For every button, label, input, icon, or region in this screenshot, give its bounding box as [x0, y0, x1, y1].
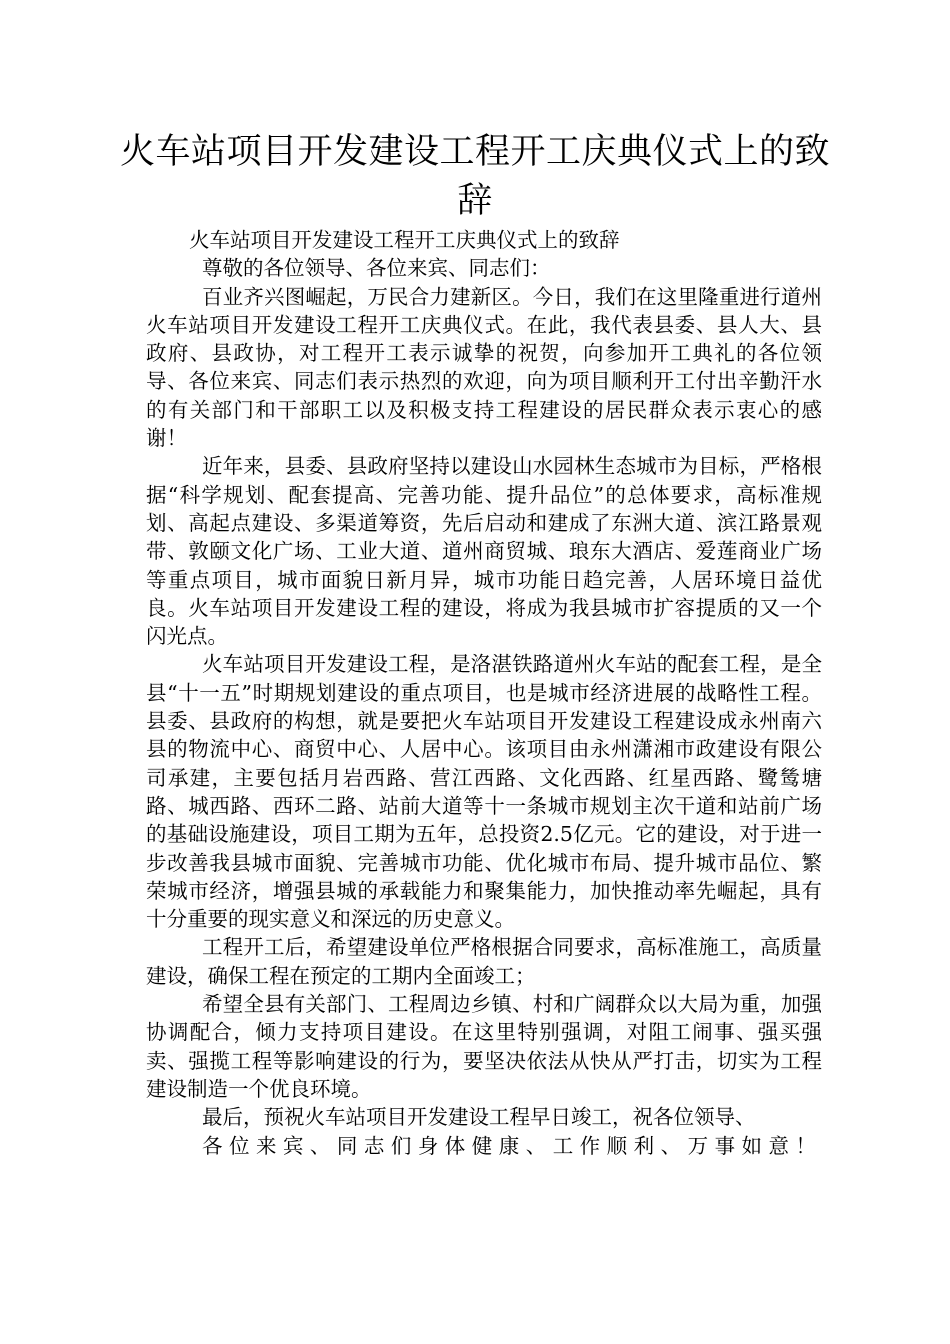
- paragraph-1: 百业齐兴图崛起，万民合力建新区。今日，我们在这里隆重进行道州火车站项目开发建设工程开工庆典仪式。在此，我代表县委、县人大、县政府、县政协，对工程开工表示诚挚的祝贺，向参加开工典礼的各位领导、各位来宾、同志们表示热烈的欢迎，向为项目顺利开工付出辛勤汗水的有关部门和干部职工以及积极支持工程建设的居民群众表示衷心的感谢！: [146, 284, 822, 451]
- paragraph-4: 工程开工后，希望建设单位严格根据合同要求，高标准施工，高质量建设，确保工程在预定的工期内全面竣工；: [146, 935, 822, 988]
- document-body: [146, 226, 822, 1160]
- paragraph-3: 火车站项目开发建设工程，是洛湛铁路道州火车站的配套工程，是全县“十一五”时期规划建设的重点项目，也是城市经济进展的战略性工程。县委、县政府的构想，就是要把火车站项目开发建设工程建设成永州南六县的物流中心、商贸中心、人居中心。该项目由永州潇湘市政建设有限公司承建，主要包括月岩西路、营江西路、文化西路、红星西路、鹭鸶塘路、城西路、西环二路、站前大道等十一条城市规划主次干道和站前广场的基础设施建设，项目工期为五年，总投资2.5亿元。它的建设，对于进一步改善我县城市面貌、完善城市功能、优化城市布局、提升城市品位、繁荣城市经济，增强县城的承载能力和聚集能力，加快推动率先崛起，具有十分重要的现实意义和深远的历史意义。: [146, 652, 822, 932]
- document-title: 火车站项目开发建设工程开工庆典仪式上的致辞: [120, 132, 831, 221]
- closing-paragraph: [146, 1103, 822, 1160]
- closing-line-1: 最后，预祝火车站项目开发建设工程早日竣工，祝各位领导、: [202, 1105, 756, 1130]
- document-subtitle: 火车站项目开发建设工程开工庆典仪式上的致辞: [189, 228, 620, 252]
- closing-line-2: 各位来宾、同志们身体健康、工作顺利、万事如意！: [202, 1133, 822, 1158]
- paragraph-2: 近年来，县委、县政府坚持以建设山水园林生态城市为目标，严格根据“科学规划、配套提高、完善功能、提升品位”的总体要求，高标准规划、高起点建设、多渠道筹资，先后启动和建成了东洲大道、滨江路景观带、敦颐文化广场、工业大道、道州商贸城、琅东大酒店、爱莲商业广场等重点项目，城市面貌日新月异，城市功能日趋完善，人居环境日益优良。火车站项目开发建设工程的建设，将成为我县城市扩容提质的又一个闪光点。: [146, 454, 822, 649]
- paragraph-5: 希望全县有关部门、工程周边乡镇、村和广阔群众以大局为重，加强协调配合，倾力支持项目建设。在这里特别强调，对阻工闹事、强买强卖、强揽工程等影响建设的行为，要坚决依法从快从严打击，切实为工程建设制造一个优良环境。: [146, 992, 822, 1101]
- salutation: 尊敬的各位领导、各位来宾、同志们：: [202, 256, 551, 281]
